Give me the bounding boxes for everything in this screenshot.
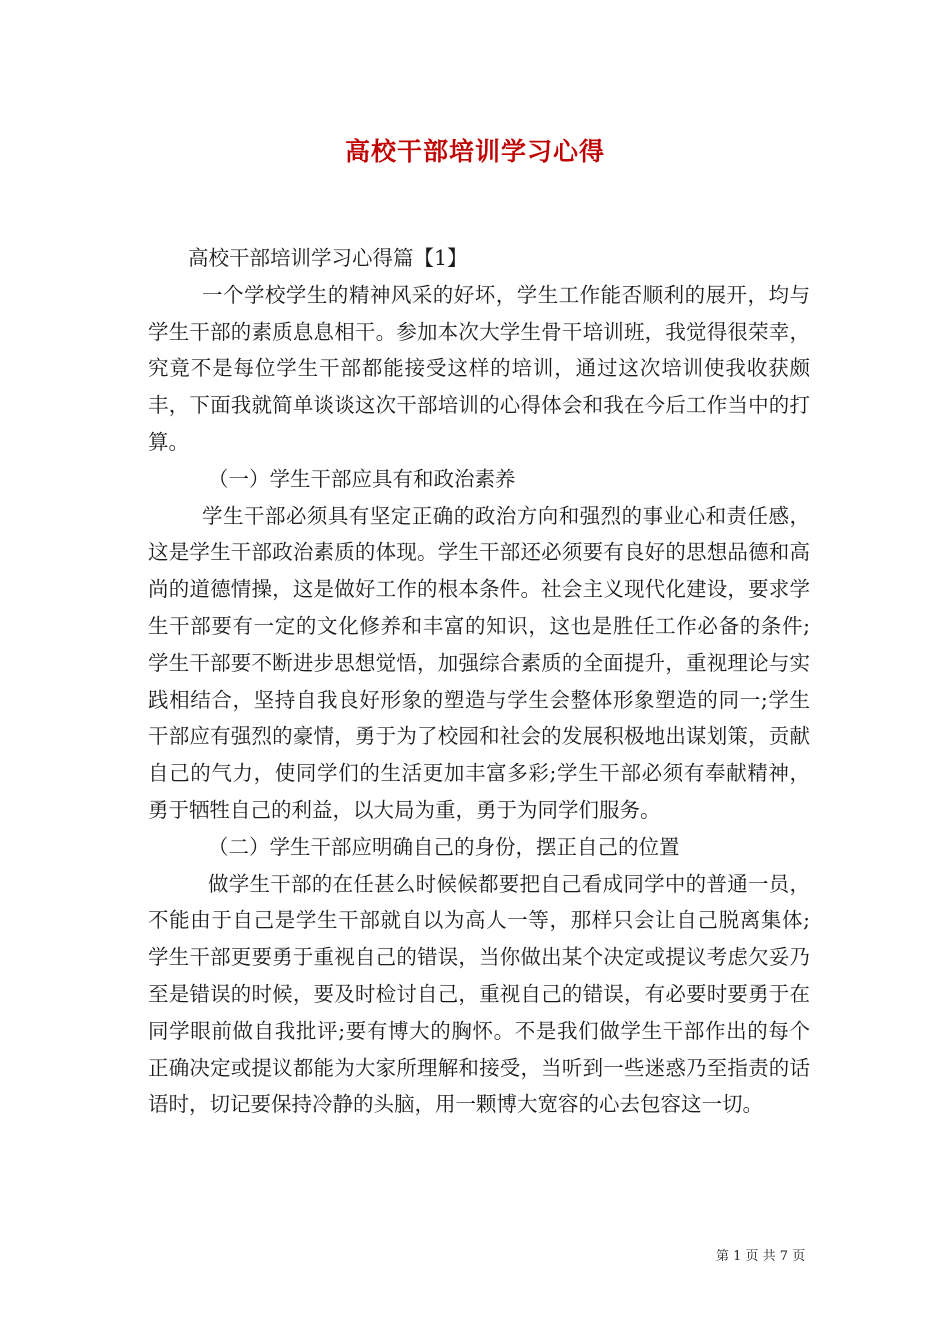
- heading-identity-position: （二）学生干部应明确自己的身份，摆正自己的位置: [208, 834, 680, 859]
- page-title: 高校干部培训学习心得: [344, 137, 605, 166]
- paragraph-intro: 一个学校学生的精神风采的好坏，学生工作能否顺利的展开，均与学生干部的素质息息相干。参加本次大学生骨干培训班，我觉得很荣幸，究竟不是每位学生干部都能接受这样的培训，通过这次培训使我收获颇丰，下面我就简单谈谈这次干部培训的心得体会和我在今后工作当中的打算。: [148, 282, 810, 454]
- paragraph-political-quality: 学生干部必须具有坚定正确的政治方向和强烈的事业心和责任感，这是学生干部政治素质的体现。学生干部还必须要有良好的思想品德和高尚的道德情操，这是做好工作的根本条件。社会主义现代化建设，要求学生干部要有一定的文化修养和丰富的知识，这也是胜任工作必备的条件;学生干部要不断进步思想觉悟，加强综合素质的全面提升，重视理论与实践相结合，坚持自我良好形象的塑造与学生会整体形象塑造的同一;学生干部应有强烈的豪情，勇于为了校园和社会的发展积极地出谋划策，贡献自己的气力，使同学们的生活更加丰富多彩;学生干部必须有奉献精神，勇于牺牲自己的利益，以大局为重，勇于为同学们服务。: [148, 503, 810, 822]
- document-body: [148, 240, 810, 1123]
- paragraph-identity-position: 做学生干部的在任甚么时候候都要把自己看成同学中的普通一员，不能由于自己是学生干部就自以为高人一等，那样只会让自己脱离集体;学生干部更要勇于重视自己的错误，当你做出某个决定或提议考虑欠妥乃至是错误的时候，要及时检讨自己，重视自己的错误，有必要时要勇于在同学眼前做自我批评;要有博大的胸怀。不是我们做学生干部作出的每个正确决定或提议都能为大家所理解和接受，当听到一些迷惑乃至指责的话语时，切记要保持冷静的头脑，用一颗博大宽容的心去包容这一切。: [148, 871, 810, 1117]
- page-number: 第 1 页 共 7 页: [716, 1249, 806, 1264]
- section-title: 高校干部培训学习心得篇【1】: [188, 246, 468, 270]
- heading-political-quality: （一）学生干部应具有和政治素养: [208, 466, 516, 491]
